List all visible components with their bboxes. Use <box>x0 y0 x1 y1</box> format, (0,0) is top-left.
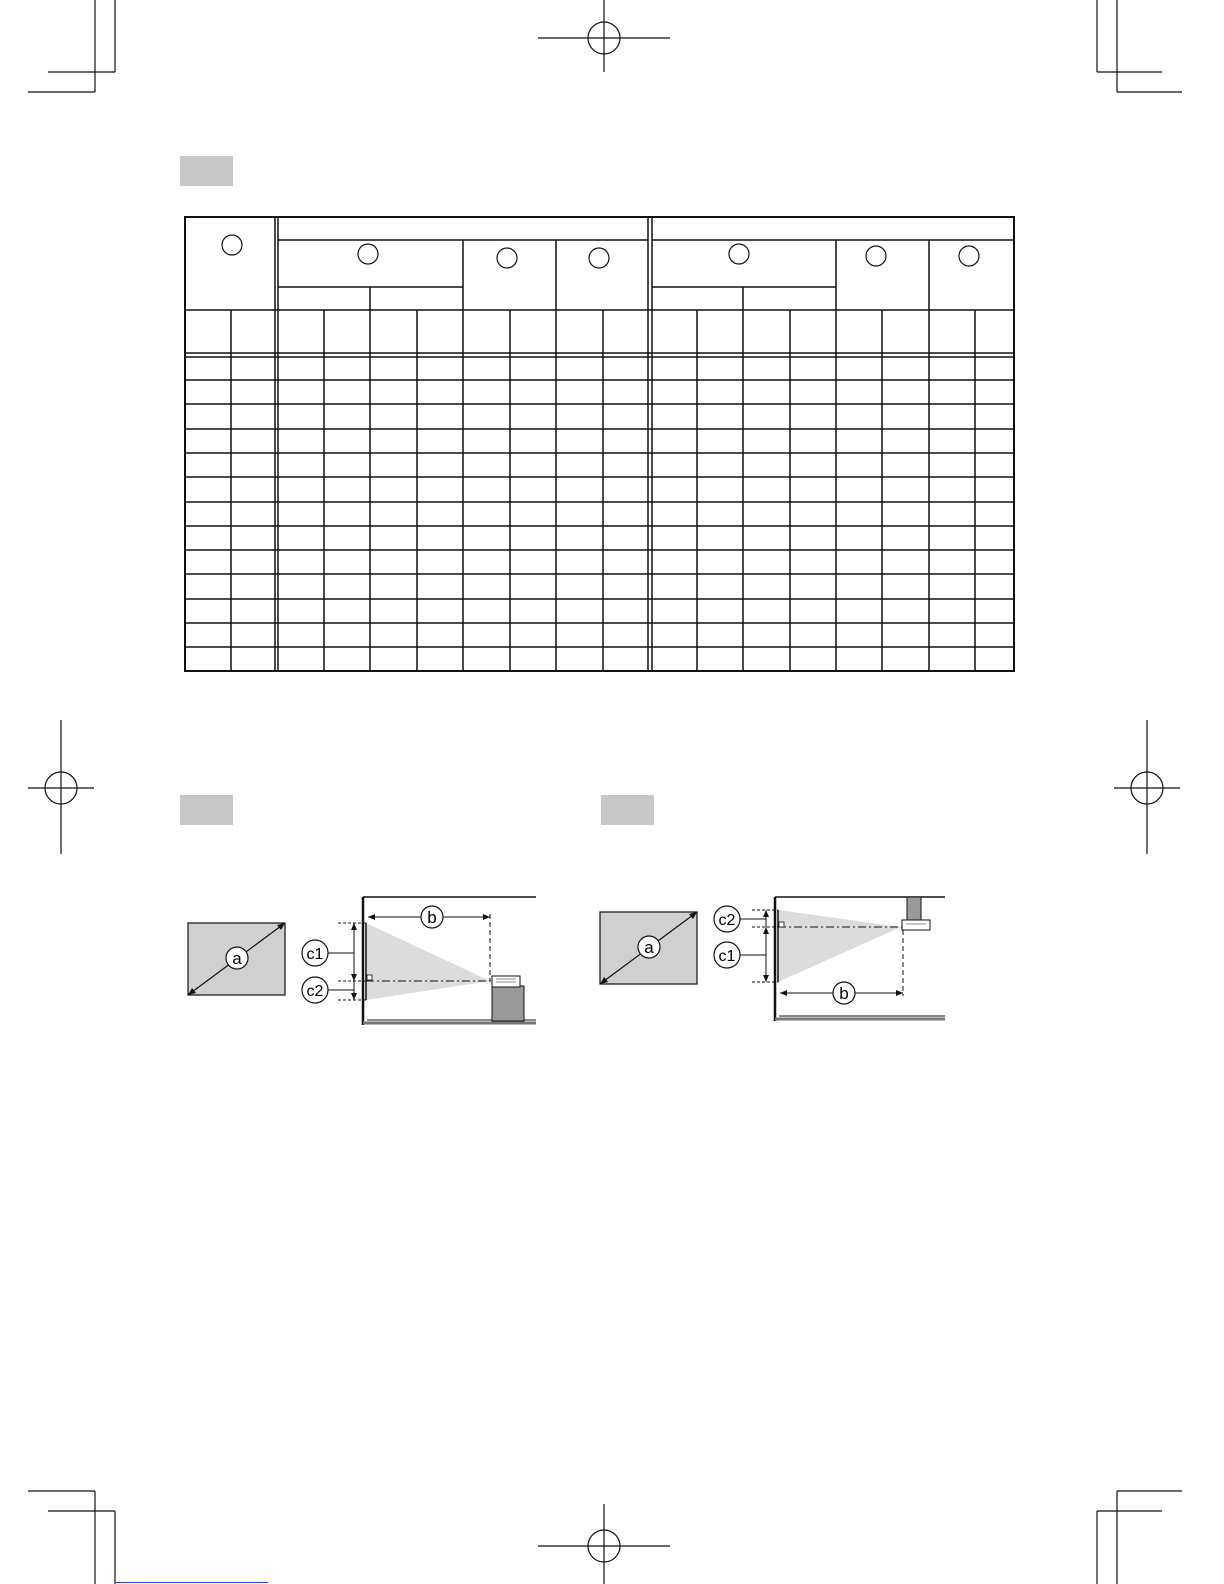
diagram-ceiling-install <box>592 890 957 1040</box>
arrowhead-icon <box>483 914 490 920</box>
arrowhead-icon <box>780 990 787 996</box>
distance-label: b <box>839 984 849 1003</box>
header-marker-c2-left <box>589 248 609 268</box>
projector-stand <box>492 986 524 1021</box>
projection-table <box>184 216 1018 676</box>
arrowhead-icon <box>351 923 357 930</box>
projector-icon <box>492 976 520 987</box>
distance-label: b <box>427 908 437 927</box>
header-marker-b-left <box>497 248 517 268</box>
table-frame <box>185 217 1014 671</box>
ceiling-mount-icon <box>907 897 921 921</box>
projection-beam <box>366 923 490 1000</box>
arrowhead-icon <box>351 993 357 1000</box>
c2-label: c2 <box>306 983 324 1000</box>
right-angle-marker <box>367 975 372 980</box>
section-tag-right <box>601 795 654 825</box>
diagram-floor-install <box>180 890 545 1040</box>
c2-label: c2 <box>718 912 736 929</box>
arrowhead-icon <box>763 975 769 982</box>
section-tag-left <box>180 795 233 825</box>
arrowhead-icon <box>896 990 903 996</box>
arrowhead-icon <box>763 927 769 934</box>
header-marker-c2-right <box>959 246 979 266</box>
right-angle-marker <box>779 922 784 927</box>
projection-beam <box>778 910 901 982</box>
header-marker-b-right <box>866 246 886 266</box>
arrowhead-icon <box>763 910 769 917</box>
header-marker-c1-left <box>358 244 378 264</box>
projector-icon <box>902 920 930 930</box>
c1-label: c1 <box>718 948 736 965</box>
arrowhead-icon <box>351 974 357 981</box>
screen-size-label: a <box>644 938 654 957</box>
screen-size-label: a <box>232 949 242 968</box>
footer-link-underline <box>116 1582 268 1583</box>
table-row-lines <box>185 380 1014 647</box>
table-column-lines <box>231 310 975 671</box>
section-tag-top <box>180 156 233 186</box>
c1-label: c1 <box>306 946 324 963</box>
header-marker-a <box>222 235 242 255</box>
arrowhead-icon <box>368 914 375 920</box>
header-marker-c1-right <box>729 244 749 264</box>
